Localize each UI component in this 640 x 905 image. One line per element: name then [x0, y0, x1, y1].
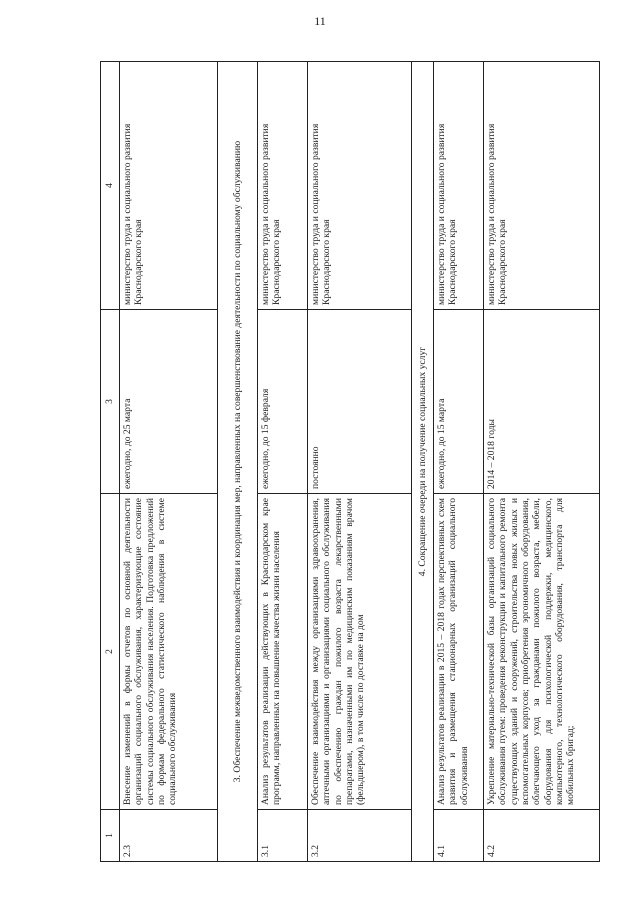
row-activity: Анализ результатов реализации в 2015 – 2018 годах перспективных схем развития и размещения стационарных организаций социального обслуживания	[434, 494, 484, 810]
row-number: 3.1	[258, 810, 308, 862]
table-row	[120, 62, 218, 862]
row-number: 2.3	[120, 810, 218, 862]
section-row	[412, 62, 434, 862]
row-executor: министерство труда и социального развития Краснодарского края	[434, 62, 484, 310]
table-row	[258, 62, 308, 862]
row-number: 3.2	[308, 810, 412, 862]
row-term: ежегодно, до 25 марта	[120, 310, 218, 494]
row-executor: министерство труда и социального развития Краснодарского края	[484, 62, 600, 310]
row-activity: Укрепление материально-технической базы организаций социального обслуживания путем: проведения реконструкции и капитального ремонта существующих зданий и сооружений, строительства новых жилых и вспомогательных корпусов; приобретения эргономичного оборудования, облегчающего уход за гражданами пожилого возраста, мебели, оборудования для психологической поддержки, медицинского, компьютерного, технологического оборудования, транспорта для мобильных бригад;	[484, 494, 600, 810]
section-title: 4. Сокращение очереди на получение социальных услуг	[412, 62, 434, 862]
row-executor: министерство труда и социального развития Краснодарского края	[308, 62, 412, 310]
table-header-row	[101, 62, 120, 862]
table-row	[308, 62, 412, 862]
row-number: 4.2	[484, 810, 600, 862]
row-activity: Обеспечение взаимодействия между организациями здравоохранения, аптечными организациями и организациями социального обслуживания по обеспечению граждан пожилого возраста лекарственными препаратами, назначенными им по медицинским показаниям врачом (фельдшером), в том числе по доставке на дом	[308, 494, 412, 810]
row-term: 2014 – 2018 годы	[484, 310, 600, 494]
page-number: 11	[314, 14, 326, 28]
activity-plan-table	[100, 61, 600, 862]
row-activity: Внесение изменений в формы отчетов по основной деятельности организаций социального обслуживания, характеризующие состояние системы социального обслуживания населения. Подготовка предложений по формам федерального статистического наблюдения в системе социального обслуживания	[120, 494, 218, 810]
header-cell: 2	[101, 494, 120, 810]
header-cell: 4	[101, 62, 120, 310]
row-number: 4.1	[434, 810, 484, 862]
section-title: 3. Обеспечение межведомственного взаимодействия и координация мер, направленных на совершенствование деятельности по социальному обслуживанию	[218, 62, 258, 862]
row-executor: министерство труда и социального развития Краснодарского края	[258, 62, 308, 310]
row-term: постоянно	[308, 310, 412, 494]
rotated-table-wrapper	[100, 62, 600, 862]
row-term: ежегодно, до 15 марта	[434, 310, 484, 494]
section-row	[218, 62, 258, 862]
header-cell: 1	[101, 810, 120, 862]
table-row	[484, 62, 600, 862]
row-activity: Анализ результатов реализации действующих в Краснодарском крае программ, направленных на повышение качества жизни населения	[258, 494, 308, 810]
table-row	[434, 62, 484, 862]
header-cell: 3	[101, 310, 120, 494]
row-executor: министерство труда и социального развития Краснодарского края	[120, 62, 218, 310]
row-term: ежегодно, до 15 февраля	[258, 310, 308, 494]
